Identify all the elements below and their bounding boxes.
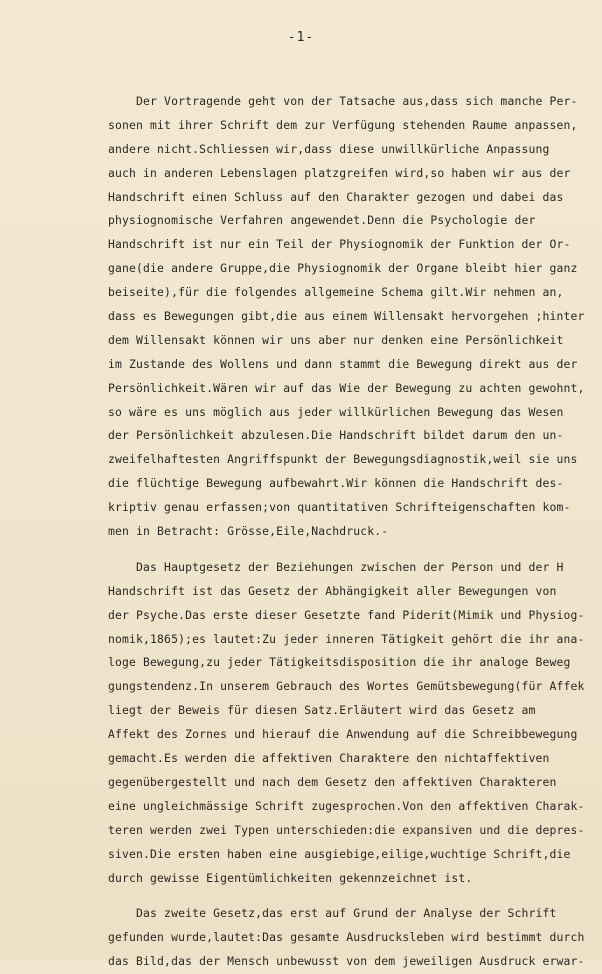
text-line: men in Betracht: Grösse,Eile,Nachdruck.- [108, 524, 389, 539]
text-line: siven.Die ersten haben eine ausgiebige,eilige,wuchtige Schrift,die [108, 846, 571, 861]
text-line: loge Bewegung,zu jeder Tätigkeitsdisposition die ihr analoge Beweg [108, 655, 571, 670]
text-line: Das Hauptgesetz der Beziehungen zwischen der Person und der H [108, 559, 564, 574]
text-line: Handschrift ist nur ein Teil der Physiognomik der Funktion der Or- [108, 237, 571, 252]
text-line: Handschrift einen Schluss auf den Charakter gezogen und dabei das [108, 189, 564, 204]
text-line: Das zweite Gesetz,das erst auf Grund der Analyse der Schrift [108, 906, 557, 921]
text-line: die flüchtige Bewegung aufbewahrt.Wir können die Handschrift des- [108, 476, 564, 491]
text-line: im Zustande des Wollens und dann stammt die Bewegung direkt aus der [108, 356, 578, 371]
text-line: auch in anderen Lebenslagen platzgreifen wird,so haben wir aus der [108, 165, 571, 180]
text-line: andere nicht.Schliessen wir,dass diese unwillkürliche Anpassung [108, 141, 550, 156]
text-line: durch gewisse Eigentümlichkeiten gekennzeichnet ist. [108, 870, 473, 885]
text-line: Der Vortragende geht von der Tatsache aus,dass sich manche Per- [108, 94, 578, 108]
text-line: sonen mit ihrer Schrift dem zur Verfügung stehenden Raume anpassen, [108, 117, 578, 132]
text-line: gegenübergestellt und nach dem Gesetz den affektiven Charakteren [108, 774, 557, 789]
text-line: dass es Bewegungen gibt,die aus einem Willensakt hervorgehen ;hinter [108, 309, 585, 324]
text-line: das Bild,das der Mensch unbewusst von dem jeweiligen Ausdruck erwar- [108, 954, 585, 969]
text-line: liegt der Beweis für diesen Satz.Erläutert wird das Gesetz am [108, 703, 536, 718]
text-line: eine ungleichmässige Schrift zugesprochen.Von den affektiven Charak- [108, 798, 585, 813]
text-line: teren werden zwei Typen unterschieden:die expansiven und die depres- [108, 822, 585, 837]
text-line: Handschrift ist das Gesetz der Abhängigkeit aller Bewegungen von [108, 583, 557, 598]
page-number: -1- [287, 30, 315, 45]
text-line: gefunden wurde,lautet:Das gesamte Ausdrucksleben wird bestimmt durch [108, 930, 585, 945]
text-line: der Persönlichkeit abzulesen.Die Handschrift bildet darum den un- [108, 428, 564, 443]
text-line: gungstendenz.In unserem Gebrauch des Wortes Gemütsbewegung(für Affek [108, 679, 585, 694]
paragraph-gap [108, 544, 602, 556]
typewritten-body [108, 90, 602, 974]
text-line: kriptiv genau erfassen;von quantitativen Schrifteigenschaften kom- [108, 500, 571, 515]
paragraph-gap [108, 890, 602, 902]
text-line: beiseite),für die folgendes allgemeine Schema gilt.Wir nehmen an, [108, 285, 564, 300]
text-line: dem Willensakt können wir uns aber nur denken eine Persönlichkeit [108, 332, 564, 347]
text-line: gemacht.Es werden die affektiven Charaktere den nichtaffektiven [108, 751, 550, 766]
text-line: zweifelhaftesten Angriffspunkt der Bewegungsdiagnostik,weil sie uns [108, 452, 578, 467]
text-line: nomik,1865);es lautet:Zu jeder inneren Tätigkeit gehört die ihr ana- [108, 631, 585, 646]
text-line: der Psyche.Das erste dieser Gesetzte fand Piderit(Mimik und Physiog- [108, 607, 585, 622]
text-line: physiognomische Verfahren angewendet.Denn die Psychologie der [108, 213, 536, 228]
text-line: gane(die andere Gruppe,die Physiognomik der Organe bleibt hier ganz [108, 261, 578, 276]
text-line: Persönlichkeit.Wären wir auf das Wie der Bewegung zu achten gewohnt, [108, 380, 585, 395]
text-line: Affekt des Zornes und hierauf die Anwendung auf die Schreibbewegung [108, 727, 578, 742]
text-line: so wäre es uns möglich aus jeder willkürlichen Bewegung das Wesen [108, 404, 564, 419]
